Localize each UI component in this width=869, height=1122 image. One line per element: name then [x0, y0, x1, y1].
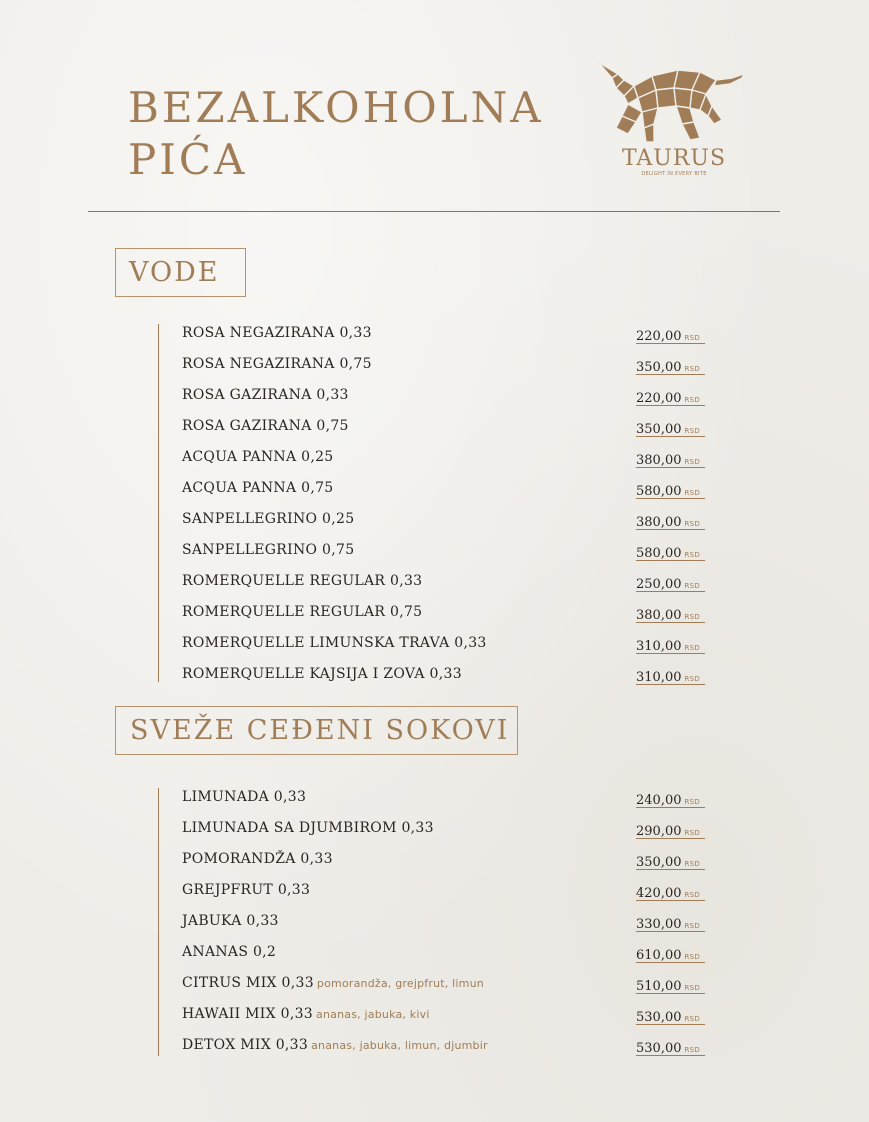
menu-item [182, 356, 712, 387]
menu-item [182, 851, 712, 882]
price-value: 510,00 [636, 979, 682, 994]
price-value: 250,00 [636, 577, 682, 592]
menu-item-name [182, 635, 487, 651]
menu-item-price [636, 789, 705, 808]
logo-tagline: DELIGHT IN EVERY BITE [641, 171, 707, 177]
menu-item-price [636, 604, 705, 623]
taurus-logo [594, 58, 754, 186]
menu-item-price [636, 511, 705, 530]
menu-item-label: ROSA NEGAZIRANA 0,75 [182, 356, 372, 372]
price-currency: RSD [684, 829, 701, 837]
menu-item-name [182, 511, 354, 527]
menu-item-price [636, 944, 705, 963]
menu-item-price [636, 1037, 705, 1056]
menu-item-price [636, 449, 705, 468]
menu-item-label: ROSA GAZIRANA 0,33 [182, 387, 349, 403]
price-currency: RSD [684, 365, 701, 373]
menu-item-price [636, 975, 705, 994]
menu-item-label: DETOX MIX 0,33 [182, 1037, 309, 1053]
menu-item-label: ROSA GAZIRANA 0,75 [182, 418, 349, 434]
menu-item-name [182, 975, 484, 992]
menu-item-price [636, 1006, 705, 1025]
menu-item-label: JABUKA 0,33 [182, 913, 279, 929]
menu-item [182, 418, 712, 449]
menu-item [182, 480, 712, 511]
menu-item-label: ROMERQUELLE LIMUNSKA TRAVA 0,33 [182, 635, 487, 651]
price-value: 610,00 [636, 948, 682, 963]
price-currency: RSD [684, 891, 701, 899]
price-currency: RSD [684, 582, 701, 590]
menu-item [182, 604, 712, 635]
price-value: 220,00 [636, 391, 682, 406]
menu-item-name [182, 573, 422, 589]
menu-item [182, 325, 712, 356]
menu-item [182, 1037, 712, 1068]
menu-item-price [636, 851, 705, 870]
menu-item-label: ACQUA PANNA 0,25 [182, 449, 334, 465]
price-value: 290,00 [636, 824, 682, 839]
menu-item-label: ROSA NEGAZIRANA 0,33 [182, 325, 372, 341]
price-currency: RSD [684, 1046, 701, 1054]
price-value: 350,00 [636, 422, 682, 437]
menu-item-price [636, 882, 705, 901]
menu-item-description: ananas, jabuka, limun, djumbir [311, 1039, 488, 1052]
menu-item-label: ACQUA PANNA 0,75 [182, 480, 334, 496]
price-currency: RSD [684, 798, 701, 806]
price-currency: RSD [684, 427, 701, 435]
menu-item-price [636, 387, 705, 406]
menu-item-name [182, 1006, 430, 1023]
menu-item-name [182, 944, 276, 960]
menu-item-label: ROMERQUELLE REGULAR 0,33 [182, 573, 423, 589]
menu-item-price [636, 573, 705, 592]
menu-item-name [182, 604, 422, 620]
menu-item [182, 913, 712, 944]
menu-item-label: SANPELLEGRINO 0,75 [182, 542, 355, 558]
section-title-sokovi: SVEŽE CEĐENI SOKOVI [115, 706, 518, 755]
price-currency: RSD [684, 489, 701, 497]
menu-item-price [636, 356, 705, 375]
menu-item [182, 789, 712, 820]
price-value: 380,00 [636, 453, 682, 468]
menu-item-name [182, 387, 349, 403]
section-title-vode: VODE [115, 248, 246, 297]
price-value: 420,00 [636, 886, 682, 901]
menu-item [182, 820, 712, 851]
logo-wordmark: TAURUS [621, 146, 727, 171]
page-title [128, 82, 544, 186]
menu-item-label: ANANAS 0,2 [182, 944, 277, 960]
menu-item [182, 975, 712, 1006]
menu-item-name [182, 851, 333, 867]
price-currency: RSD [684, 984, 701, 992]
price-value: 350,00 [636, 855, 682, 870]
menu-item-name [182, 542, 354, 558]
price-value: 580,00 [636, 484, 682, 499]
menu-item-price [636, 635, 705, 654]
menu-item-label: ROMERQUELLE REGULAR 0,75 [182, 604, 423, 620]
menu-item [182, 449, 712, 480]
menu-item-label: SANPELLEGRINO 0,25 [182, 511, 355, 527]
menu-item-name [182, 789, 306, 805]
price-value: 380,00 [636, 608, 682, 623]
price-currency: RSD [684, 644, 701, 652]
section-line-vode [158, 324, 159, 682]
price-value: 330,00 [636, 917, 682, 932]
menu-item-label: CITRUS MIX 0,33 [182, 975, 314, 991]
menu-item-name [182, 882, 310, 898]
menu-item [182, 944, 712, 975]
page-title-line-1: BEZALKOHOLNA [128, 83, 544, 132]
menu-item-description: pomorandža, grejpfrut, limun [316, 977, 484, 990]
menu-item-price [636, 480, 705, 499]
price-value: 220,00 [636, 329, 682, 344]
price-currency: RSD [684, 953, 701, 961]
section-line-sokovi [158, 788, 159, 1056]
price-value: 580,00 [636, 546, 682, 561]
menu-item [182, 635, 712, 666]
price-value: 380,00 [636, 515, 682, 530]
menu-item [182, 573, 712, 604]
menu-item-price [636, 913, 705, 932]
price-value: 530,00 [636, 1010, 682, 1025]
price-currency: RSD [684, 922, 701, 930]
menu-item-name [182, 480, 334, 496]
menu-item-label: LIMUNADA SA DJUMBIROM 0,33 [182, 820, 434, 836]
price-value: 350,00 [636, 360, 682, 375]
price-value: 530,00 [636, 1041, 682, 1056]
menu-item-price [636, 820, 705, 839]
price-currency: RSD [684, 1015, 701, 1023]
menu-item-label: ROMERQUELLE KAJSIJA I ZOVA 0,33 [182, 666, 462, 682]
menu-item-price [636, 325, 705, 344]
menu-item [182, 387, 712, 418]
menu-item-label: HAWAII MIX 0,33 [182, 1006, 314, 1022]
menu-item-label: LIMUNADA 0,33 [182, 789, 307, 805]
menu-item [182, 1006, 712, 1037]
menu-item [182, 666, 712, 697]
bull-icon [594, 58, 754, 148]
price-value: 310,00 [636, 670, 682, 685]
menu-item-name [182, 418, 349, 434]
menu-item [182, 542, 712, 573]
price-currency: RSD [684, 675, 701, 683]
price-currency: RSD [684, 551, 701, 559]
menu-item-name [182, 325, 372, 341]
price-currency: RSD [684, 860, 701, 868]
menu-item [182, 882, 712, 913]
menu-item-price [636, 666, 705, 685]
price-currency: RSD [684, 613, 701, 621]
menu-item-price [636, 542, 705, 561]
menu-item-description: ananas, jabuka, kivi [316, 1008, 430, 1021]
menu-item [182, 511, 712, 542]
page-title-line-2: PIĆA [128, 135, 248, 184]
menu-item-label: GREJPFRUT 0,33 [182, 882, 311, 898]
menu-item-name [182, 913, 279, 929]
price-currency: RSD [684, 334, 701, 342]
menu-item-name [182, 356, 372, 372]
menu-item-name [182, 666, 462, 682]
menu-item-name [182, 449, 334, 465]
menu-item-price [636, 418, 705, 437]
price-value: 240,00 [636, 793, 682, 808]
menu-item-name [182, 820, 434, 836]
price-currency: RSD [684, 396, 701, 404]
price-value: 310,00 [636, 639, 682, 654]
price-currency: RSD [684, 520, 701, 528]
menu-item-name [182, 1037, 488, 1054]
menu-item-label: POMORANDŽA 0,33 [182, 851, 333, 867]
price-currency: RSD [684, 458, 701, 466]
header-divider [88, 211, 780, 212]
